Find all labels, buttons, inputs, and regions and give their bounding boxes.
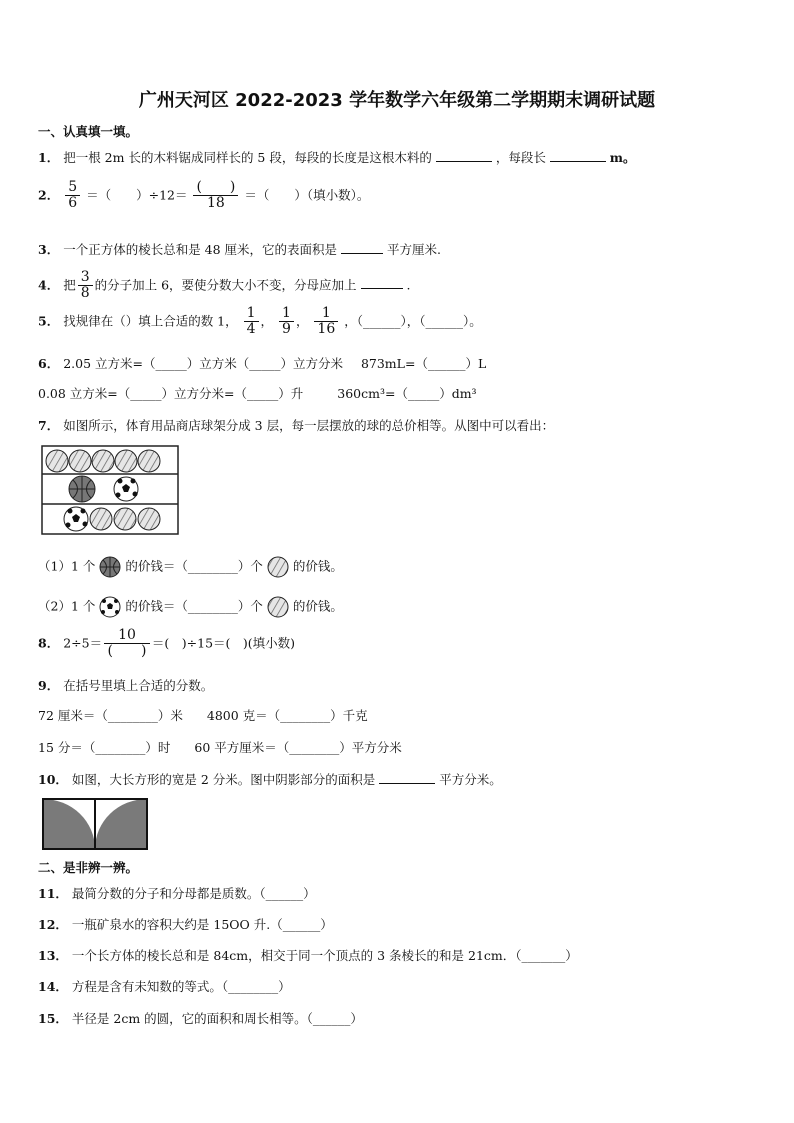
soccer-ball-icon — [64, 507, 88, 531]
page-title: 广州天河区 2022-2023 学年数学六年级第二学期期末调研试题 — [138, 90, 656, 111]
volleyball-icon — [92, 450, 114, 472]
volleyball-icon — [267, 596, 289, 618]
soccer-ball-icon — [99, 596, 121, 618]
question-9-line-1: 72 厘米＝（________）米 4800 克＝（________）千克 — [38, 708, 368, 723]
section-heading-judge: 二、是非辨一辨。 — [38, 860, 139, 875]
question-8: 8． 2÷5＝ $\frac{10}{( )}$ ＝( )÷15＝( )(填小数) — [38, 627, 296, 660]
question-7-sub-2: （2）1 个 的价钱＝（________）个 的价钱。 — [38, 596, 343, 618]
question-1: 1． 把一根 2m 长的木料锯成同样长的 5 段，每段的长度是这根木料的 ，每段长 m。 — [38, 150, 636, 165]
question-2: 2． $\frac{5}{6}$ ＝（ ）÷12＝ $\frac{( )}{18}$ ＝（ ）（填小数）。 — [38, 179, 370, 212]
basketball-icon — [69, 476, 95, 502]
volleyball-icon — [90, 508, 112, 530]
question-11: 11． 最简分数的分子和分母都是质数。（______） — [38, 886, 316, 901]
question-7: 7． 如图所示，体育用品商店球架分成 3 层，每一层摆放的球的总价相等。从图中可以看出： — [38, 418, 555, 433]
question-14: 14． 方程是含有未知数的等式。（________） — [38, 979, 291, 994]
question-number: 2． — [38, 187, 60, 203]
volleyball-icon — [267, 556, 289, 578]
fraction: $\frac{1}{16}$ — [314, 306, 338, 338]
answer-blank[interactable] — [436, 149, 492, 162]
answer-blank[interactable] — [550, 149, 606, 162]
ball-rack-figure — [40, 444, 182, 538]
soccer-ball-icon — [114, 477, 138, 501]
fraction: $\frac{5}{6}$ — [65, 180, 80, 212]
question-number: 9． — [38, 678, 60, 693]
volleyball-icon — [69, 450, 91, 472]
fraction: $\frac{1}{9}$ — [279, 306, 294, 338]
question-number: 5． — [38, 313, 60, 329]
question-number: 14． — [38, 979, 68, 994]
basketball-icon — [99, 556, 121, 578]
volleyball-icon — [114, 508, 136, 530]
question-number: 1． — [38, 150, 60, 165]
volleyball-icon — [138, 450, 160, 472]
section-heading-fill: 一、认真填一填。 — [38, 124, 139, 139]
answer-blank[interactable] — [379, 771, 435, 784]
question-9: 9． 在括号里填上合适的分数。 — [38, 678, 214, 693]
question-number: 3． — [38, 242, 60, 257]
question-number: 11． — [38, 886, 68, 901]
fraction: $\frac{3}{8}$ — [78, 270, 93, 302]
answer-blank[interactable] — [341, 241, 383, 254]
volleyball-icon — [138, 508, 160, 530]
answer-blank[interactable] — [361, 276, 403, 289]
question-6-line-1: 6． 2.05 立方米=（_____）立方米（_____）立方分米 873mL=（______）L — [38, 356, 487, 371]
question-number: 15． — [38, 1011, 68, 1026]
question-10: 10． 如图，大长方形的宽是 2 分米。图中阴影部分的面积是 平方分米。 — [38, 772, 502, 787]
question-5: 5． 找规律在（）填上合适的数 1， $\frac{1}{4}$ ， $\frac{1}{9}$ ， $\frac{1}{16}$ ，（______），（______）。 — [38, 305, 482, 338]
fraction: $\frac{10}{( )}$ — [104, 628, 150, 660]
question-number: 6． — [38, 356, 60, 371]
question-15: 15． 半径是 2cm 的圆，它的面积和周长相等。（______） — [38, 1011, 363, 1026]
shaded-rectangle-figure — [42, 798, 150, 852]
question-number: 7． — [38, 418, 60, 433]
question-6-line-2: 0.08 立方米=（_____）立方分米=（_____）升 360cm³=（_____）dm³ — [38, 386, 477, 401]
question-13: 13． 一个长方体的棱长总和是 84cm，相交于同一个顶点的 3 条棱长的和是 21cm．（_______） — [38, 948, 578, 963]
question-12: 12． 一瓶矿泉水的容积大约是 15OO 升.（______） — [38, 917, 333, 932]
volleyball-icon — [115, 450, 137, 472]
question-number: 13． — [38, 948, 68, 963]
question-number: 10． — [38, 772, 68, 787]
question-number: 12． — [38, 917, 68, 932]
question-7-sub-1: （1）1 个 的价钱＝（________）个 的价钱。 — [38, 556, 343, 578]
question-3: 3． 一个正方体的棱长总和是 48 厘米，它的表面积是 平方厘米. — [38, 242, 441, 257]
question-number: 8． — [38, 635, 60, 651]
volleyball-icon — [46, 450, 68, 472]
question-number: 4． — [38, 277, 60, 293]
fraction: $\frac{( )}{18}$ — [193, 180, 238, 212]
question-9-line-2: 15 分＝（________）时 60 平方厘米＝（________）平方分米 — [38, 740, 402, 755]
question-4: 4． 把 $\frac{3}{8}$ 的分子加上 6，要使分数大小不变，分母应加上 . — [38, 269, 411, 302]
fraction: $\frac{1}{4}$ — [244, 306, 259, 338]
